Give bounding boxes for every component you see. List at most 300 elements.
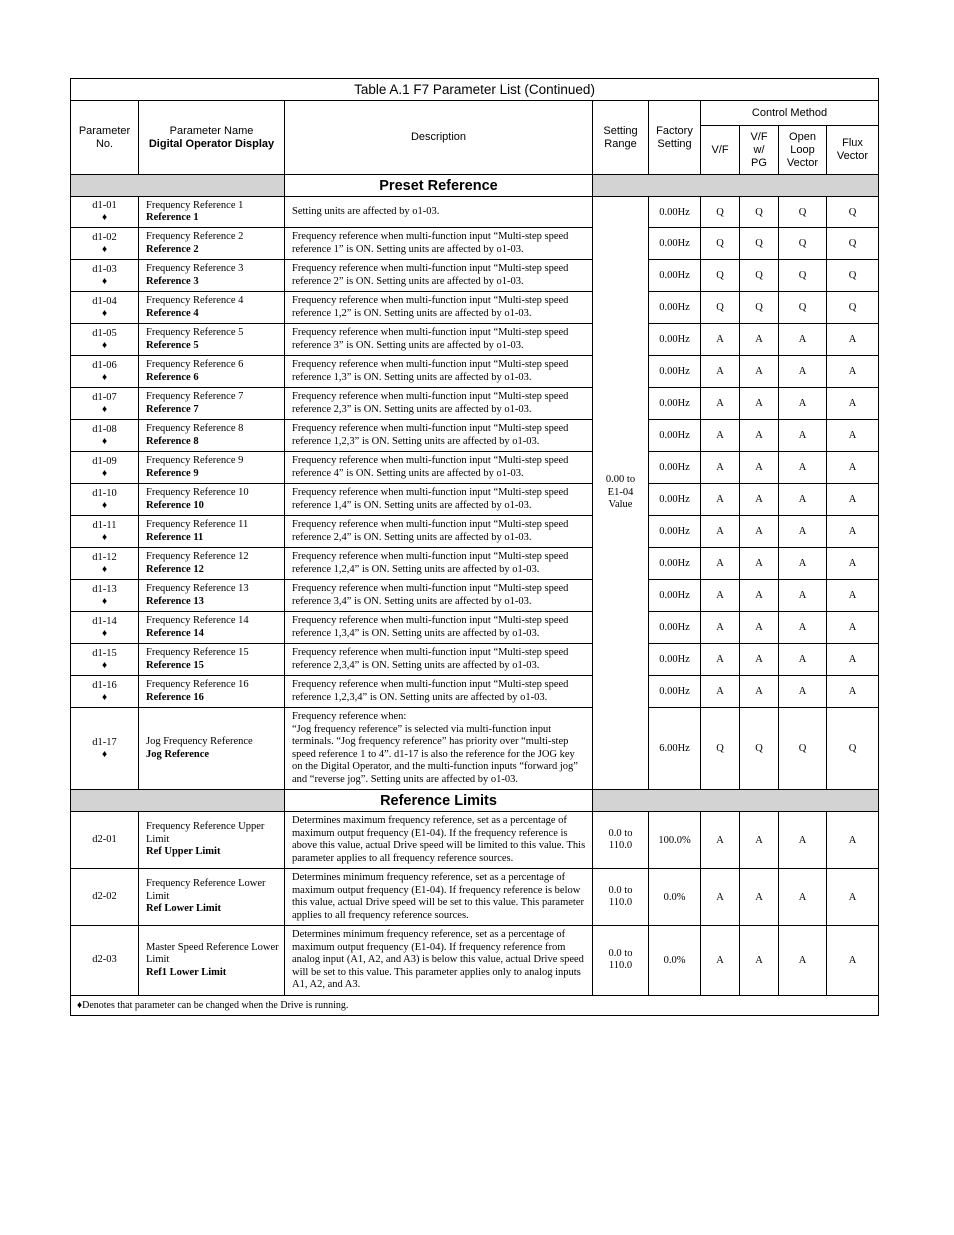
parameter-no (71, 812, 139, 869)
parameter-table (70, 78, 879, 1016)
control-method-vf: A (701, 548, 740, 580)
control-method-open-loop-vector: A (779, 324, 827, 356)
header-control-method: Control Method (701, 101, 879, 126)
header-setting-range (593, 101, 649, 175)
control-method-vf: A (701, 869, 740, 926)
operator-display-text: Reference 15 (146, 659, 204, 671)
header-text: Digital Operator Display (148, 137, 275, 150)
parameter-name-text: Jog Frequency Reference (146, 736, 253, 747)
control-method-flux-vector: A (827, 812, 879, 869)
table-row (71, 926, 879, 996)
control-method-open-loop-vector: A (779, 356, 827, 388)
header-text: Factory (656, 124, 693, 137)
table-row (71, 612, 879, 644)
control-method-open-loop-vector: A (779, 612, 827, 644)
factory-setting: 0.00Hz (649, 228, 701, 260)
run-change-diamond: ♦ (101, 659, 108, 671)
control-method-vf: A (701, 926, 740, 996)
parameter-name (139, 612, 285, 644)
factory-setting: 0.00Hz (649, 484, 701, 516)
header-open-loop-vector (779, 126, 827, 175)
control-method-vf: A (701, 644, 740, 676)
factory-setting: 0.00Hz (649, 548, 701, 580)
header-text: Vector (836, 150, 869, 162)
parameter-description: Frequency reference when multi-function input “Multi-step speed reference 3,4” is ON. Setting units are affected by o1-03. (285, 580, 593, 612)
parameter-name (139, 292, 285, 324)
header-text: Loop (790, 143, 815, 156)
run-change-diamond: ♦ (101, 371, 108, 383)
control-method-flux-vector: A (827, 420, 879, 452)
table-row (71, 644, 879, 676)
operator-display-text: Reference 11 (146, 531, 204, 543)
section-fill-left (71, 790, 285, 812)
parameter-name-text: Frequency Reference 2 (146, 231, 244, 242)
parameter-description: Frequency reference when multi-function input “Multi-step speed reference 2,4” is ON. Setting units are affected by o1-03. (285, 516, 593, 548)
parameter-name-text: Frequency Reference Upper Limit (146, 821, 265, 845)
parameter-no-text: d2-02 (92, 891, 117, 902)
parameter-name-text: Frequency Reference Lower Limit (146, 878, 266, 902)
setting-range-line: E1-04 (607, 486, 634, 498)
parameter-description: Frequency reference when multi-function input “Multi-step speed reference 1,3,4” is ON. Setting units are affected by o1-03. (285, 612, 593, 644)
header-description: Description (285, 101, 593, 175)
control-method-vf: A (701, 484, 740, 516)
parameter-name (139, 869, 285, 926)
parameter-description: Frequency reference when multi-function input “Multi-step speed reference 4” is ON. Setting units are affected by o1-03. (285, 452, 593, 484)
control-method-open-loop-vector: A (779, 420, 827, 452)
control-method-open-loop-vector: A (779, 548, 827, 580)
parameter-name-text: Frequency Reference 15 (146, 647, 249, 658)
control-method-vf: Q (701, 292, 740, 324)
control-method-flux-vector: A (827, 452, 879, 484)
control-method-open-loop-vector: A (779, 452, 827, 484)
footnote-row (71, 995, 879, 1015)
setting-range-line: 0.0 to (608, 884, 633, 896)
parameter-no (71, 452, 139, 484)
table-row (71, 324, 879, 356)
section-title: Preset Reference (285, 175, 593, 197)
table-row (71, 869, 879, 926)
control-method-vf: A (701, 812, 740, 869)
control-method-open-loop-vector: A (779, 644, 827, 676)
control-method-flux-vector: A (827, 484, 879, 516)
setting-range-line: Value (608, 499, 633, 511)
section-fill-left (71, 175, 285, 197)
parameter-name-text: Frequency Reference 1 (146, 199, 244, 211)
control-method-vf: Q (701, 708, 740, 790)
control-method-vf: A (701, 324, 740, 356)
control-method-flux-vector: Q (827, 228, 879, 260)
setting-range (593, 197, 649, 790)
parameter-no-text: d1-16 (92, 679, 117, 691)
control-method-flux-vector: A (827, 548, 879, 580)
control-method-vf: A (701, 388, 740, 420)
parameter-name (139, 516, 285, 548)
parameter-name-text: Frequency Reference 10 (146, 487, 249, 498)
control-method-vf-pg: Q (740, 228, 779, 260)
factory-setting: 0.00Hz (649, 644, 701, 676)
parameter-no (71, 228, 139, 260)
control-method-vf: A (701, 612, 740, 644)
run-change-diamond: ♦ (101, 339, 108, 351)
header-text: No. (95, 137, 114, 150)
parameter-no (71, 356, 139, 388)
parameter-description: Determines minimum frequency reference, set as a percentage of maximum output frequency (E1-04). If frequency reference is below this value, actual Drive speed will be set to this value. This parameter applies to all frequency reference sources. (285, 869, 593, 926)
control-method-open-loop-vector: A (779, 812, 827, 869)
parameter-no (71, 869, 139, 926)
factory-setting: 0.00Hz (649, 197, 701, 228)
parameter-no-text: d1-10 (92, 487, 117, 499)
header-text: w/ (753, 143, 765, 156)
parameter-name (139, 260, 285, 292)
parameter-description: Frequency reference when multi-function input “Multi-step speed reference 1,2,3,4” is ON. Setting units are affected by o1-03. (285, 676, 593, 708)
operator-display-text: Ref1 Lower Limit (146, 966, 227, 978)
run-change-diamond: ♦ (101, 243, 108, 255)
operator-display-text: Reference 1 (146, 212, 199, 223)
parameter-description: Frequency reference when multi-function input “Multi-step speed reference 2,3,4” is ON. Setting units are affected by o1-03. (285, 644, 593, 676)
parameter-name-text: Frequency Reference 4 (146, 295, 244, 306)
parameter-no-text: d1-08 (92, 423, 117, 435)
setting-range-line: 110.0 (608, 840, 633, 851)
table-row (71, 708, 879, 790)
parameter-no-text: d2-03 (92, 954, 117, 966)
parameter-no-text: d1-13 (92, 583, 117, 595)
table-row (71, 260, 879, 292)
setting-range-line: 0.00 to (605, 474, 636, 486)
parameter-description: Frequency reference when multi-function input “Multi-step speed reference 1” is ON. Setting units are affected by o1-03. (285, 228, 593, 260)
setting-range (593, 812, 649, 869)
run-change-diamond: ♦ (101, 627, 108, 639)
factory-setting: 0.00Hz (649, 356, 701, 388)
parameter-name (139, 484, 285, 516)
parameter-name-text: Frequency Reference 12 (146, 551, 249, 562)
control-method-vf-pg: A (740, 324, 779, 356)
parameter-name-text: Frequency Reference 16 (146, 679, 249, 690)
parameter-name (139, 708, 285, 790)
control-method-vf-pg: A (740, 420, 779, 452)
operator-display-text: Reference 12 (146, 563, 204, 575)
setting-range-line: 110.0 (608, 897, 633, 908)
factory-setting: 0.00Hz (649, 452, 701, 484)
run-change-diamond: ♦ (101, 531, 108, 543)
section-title: Reference Limits (285, 790, 593, 812)
parameter-no (71, 197, 139, 228)
setting-range-line: 0.0 to (608, 827, 633, 839)
header-text: V/F (750, 130, 768, 143)
control-method-vf: Q (701, 228, 740, 260)
header-text: Vector (786, 156, 819, 169)
control-method-vf-pg: A (740, 548, 779, 580)
control-method-open-loop-vector: A (779, 869, 827, 926)
table-row (71, 452, 879, 484)
control-method-vf-pg: Q (740, 197, 779, 228)
run-change-diamond: ♦ (101, 275, 108, 287)
parameter-no (71, 676, 139, 708)
section-fill-right (593, 790, 879, 812)
control-method-vf: Q (701, 197, 740, 228)
section-fill-right (593, 175, 879, 197)
parameter-description: Determines maximum frequency reference, set as a percentage of maximum output frequency (E1-04). If the frequency reference is above this value, actual Drive speed will be limited to this value. This parameter applies to all frequency reference sources. (285, 812, 593, 869)
setting-range-line: 0.0 to (608, 947, 633, 959)
table-row (71, 420, 879, 452)
factory-setting: 0.00Hz (649, 324, 701, 356)
operator-display-text: Reference 14 (146, 627, 204, 639)
control-method-vf: A (701, 516, 740, 548)
parameter-name-text: Frequency Reference 5 (146, 327, 244, 338)
operator-display-text: Reference 13 (146, 595, 204, 607)
header-vf-pg (740, 126, 779, 175)
parameter-no (71, 324, 139, 356)
control-method-flux-vector: A (827, 676, 879, 708)
control-method-vf-pg: A (740, 812, 779, 869)
parameter-name (139, 452, 285, 484)
parameter-description (285, 708, 593, 790)
parameter-no-text: d1-17 (92, 736, 117, 748)
factory-setting: 0.00Hz (649, 516, 701, 548)
parameter-no (71, 388, 139, 420)
control-method-vf-pg: A (740, 452, 779, 484)
control-method-flux-vector: A (827, 580, 879, 612)
operator-display-text: Ref Lower Limit (146, 903, 222, 915)
table-row (71, 292, 879, 324)
header-text: Setting (657, 137, 692, 150)
parameter-name (139, 197, 285, 228)
run-change-diamond: ♦ (101, 595, 108, 607)
parameter-name (139, 324, 285, 356)
parameter-no (71, 260, 139, 292)
factory-setting: 0.00Hz (649, 612, 701, 644)
parameter-no-text: d1-06 (92, 359, 117, 371)
control-method-vf-pg: A (740, 516, 779, 548)
header-text: Parameter (78, 124, 131, 137)
control-method-flux-vector: Q (827, 292, 879, 324)
control-method-open-loop-vector: A (779, 516, 827, 548)
table-title: Table A.1 F7 Parameter List (Continued) (71, 79, 879, 101)
table-row (71, 197, 879, 228)
operator-display-text: Reference 10 (146, 499, 204, 511)
table-row (71, 516, 879, 548)
parameter-no (71, 612, 139, 644)
operator-display-text: Reference 6 (146, 371, 199, 383)
control-method-vf: A (701, 676, 740, 708)
run-change-diamond: ♦ (101, 748, 108, 760)
run-change-diamond: ♦ (101, 467, 108, 479)
parameter-no (71, 580, 139, 612)
factory-setting: 0.00Hz (649, 420, 701, 452)
control-method-flux-vector: Q (827, 708, 879, 790)
control-method-vf-pg: A (740, 388, 779, 420)
table-row (71, 580, 879, 612)
parameter-no (71, 926, 139, 996)
control-method-open-loop-vector: A (779, 580, 827, 612)
parameter-description: Frequency reference when multi-function input “Multi-step speed reference 2,3” is ON. Setting units are affected by o1-03. (285, 388, 593, 420)
factory-setting: 0.0% (649, 869, 701, 926)
description-line: “Jog frequency reference” is selected via multi-function input terminals. “Jog frequency reference” has priority over “multi-step speed reference 1 to 4”. d1-17 is also the reference for the JOG key on the Digital Operator, and the multi-function inputs “forward jog” and “reverse jog”. Setting units are affected by o1-03. (292, 723, 578, 785)
setting-range-line: 110.0 (608, 960, 633, 972)
parameter-no-text: d1-04 (92, 295, 117, 307)
control-method-vf-pg: A (740, 644, 779, 676)
parameter-no-text: d1-01 (92, 200, 117, 211)
parameter-name (139, 420, 285, 452)
parameter-no (71, 708, 139, 790)
header-text: Setting (603, 124, 638, 137)
control-method-open-loop-vector: A (779, 676, 827, 708)
parameter-no (71, 420, 139, 452)
parameter-no (71, 484, 139, 516)
parameter-name-text: Frequency Reference 13 (146, 583, 249, 594)
parameter-name (139, 356, 285, 388)
parameter-name (139, 644, 285, 676)
control-method-flux-vector: Q (827, 197, 879, 228)
parameter-description: Frequency reference when multi-function input “Multi-step speed reference 3” is ON. Setting units are affected by o1-03. (285, 324, 593, 356)
parameter-description: Determines minimum frequency reference, set as a percentage of maximum output frequency (E1-04). If frequency reference from analog input (A1, A2, and A3) is below this value, actual Drive speed will be set to this value. This parameter applies only to analog inputs A1, A2, and A3. (285, 926, 593, 996)
parameter-no (71, 548, 139, 580)
operator-display-text: Reference 8 (146, 435, 199, 447)
control-method-open-loop-vector: A (779, 388, 827, 420)
operator-display-text: Ref Upper Limit (146, 846, 221, 858)
control-method-vf: Q (701, 260, 740, 292)
control-method-flux-vector: A (827, 388, 879, 420)
parameter-name (139, 548, 285, 580)
control-method-open-loop-vector: A (779, 926, 827, 996)
control-method-vf: A (701, 420, 740, 452)
table-row (71, 548, 879, 580)
control-method-flux-vector: Q (827, 260, 879, 292)
run-change-diamond: ♦ (101, 499, 108, 511)
parameter-no (71, 644, 139, 676)
factory-setting: 100.0% (649, 812, 701, 869)
factory-setting: 0.00Hz (649, 676, 701, 708)
parameter-name (139, 388, 285, 420)
parameter-name (139, 812, 285, 869)
control-method-vf-pg: A (740, 484, 779, 516)
parameter-no-text: d1-09 (92, 455, 117, 467)
section-header-row (71, 790, 879, 812)
parameter-name-text: Frequency Reference 11 (146, 519, 249, 530)
operator-display-text: Reference 9 (146, 467, 199, 479)
parameter-no-text: d1-14 (92, 615, 117, 627)
parameter-name-text: Frequency Reference 3 (146, 263, 244, 274)
header-parameter-no (71, 101, 139, 175)
control-method-open-loop-vector: A (779, 484, 827, 516)
control-method-vf-pg: A (740, 612, 779, 644)
run-change-diamond: ♦ (101, 403, 108, 415)
header-parameter-name (139, 101, 285, 175)
parameter-no-text: d1-07 (92, 391, 117, 403)
parameter-no-text: d1-05 (92, 327, 117, 339)
header-text: Flux (842, 137, 863, 149)
parameter-no-text: d1-12 (92, 551, 117, 563)
control-method-vf-pg: Q (740, 708, 779, 790)
control-method-flux-vector: A (827, 356, 879, 388)
header-text: Range (604, 137, 637, 150)
table-row (71, 228, 879, 260)
factory-setting: 6.00Hz (649, 708, 701, 790)
parameter-name-text: Master Speed Reference Lower Limit (146, 941, 279, 965)
control-method-flux-vector: A (827, 926, 879, 996)
header-vf: V/F (701, 126, 740, 175)
control-method-vf-pg: A (740, 676, 779, 708)
parameter-name-text: Frequency Reference 14 (146, 615, 249, 626)
operator-display-text: Jog Reference (146, 748, 210, 760)
parameter-description: Frequency reference when multi-function input “Multi-step speed reference 1,3” is ON. Setting units are affected by o1-03. (285, 356, 593, 388)
description-line: Frequency reference when: (292, 711, 407, 722)
run-change-diamond: ♦ (101, 563, 108, 575)
header-text: Open (789, 130, 816, 143)
operator-display-text: Reference 16 (146, 691, 204, 703)
parameter-description: Frequency reference when multi-function input “Multi-step speed reference 1,4” is ON. Setting units are affected by o1-03. (285, 484, 593, 516)
factory-setting: 0.00Hz (649, 580, 701, 612)
operator-display-text: Reference 2 (146, 243, 199, 255)
section-header-row (71, 175, 879, 197)
control-method-flux-vector: A (827, 324, 879, 356)
header-text: Parameter Name (169, 124, 254, 137)
control-method-flux-vector: A (827, 644, 879, 676)
control-method-flux-vector: A (827, 869, 879, 926)
parameter-no-text: d1-11 (92, 519, 117, 531)
control-method-vf-pg: A (740, 356, 779, 388)
operator-display-text: Reference 4 (146, 307, 199, 319)
header-text: PG (751, 156, 767, 169)
parameter-name (139, 676, 285, 708)
parameter-no-text: d1-15 (92, 647, 117, 659)
table-row (71, 388, 879, 420)
control-method-vf: A (701, 452, 740, 484)
run-change-diamond: ♦ (101, 691, 108, 703)
parameter-no-text: d2-01 (92, 834, 117, 845)
operator-display-text: Reference 5 (146, 339, 199, 351)
factory-setting: 0.00Hz (649, 388, 701, 420)
header-flux-vector (827, 126, 879, 175)
header-factory-setting (649, 101, 701, 175)
control-method-open-loop-vector: Q (779, 292, 827, 324)
parameter-description: Frequency reference when multi-function input “Multi-step speed reference 1,2,4” is ON. Setting units are affected by o1-03. (285, 548, 593, 580)
control-method-open-loop-vector: Q (779, 708, 827, 790)
parameter-no (71, 292, 139, 324)
control-method-vf-pg: Q (740, 292, 779, 324)
control-method-vf-pg: Q (740, 260, 779, 292)
parameter-name (139, 580, 285, 612)
parameter-description: Setting units are affected by o1-03. (285, 197, 593, 228)
setting-range (593, 869, 649, 926)
parameter-description: Frequency reference when multi-function input “Multi-step speed reference 1,2,3” is ON. Setting units are affected by o1-03. (285, 420, 593, 452)
parameter-name (139, 228, 285, 260)
control-method-flux-vector: A (827, 612, 879, 644)
control-method-vf: A (701, 580, 740, 612)
control-method-open-loop-vector: Q (779, 260, 827, 292)
control-method-open-loop-vector: Q (779, 228, 827, 260)
parameter-no-text: d1-02 (92, 231, 117, 243)
parameter-name-text: Frequency Reference 9 (146, 455, 244, 466)
setting-range (593, 926, 649, 996)
run-change-diamond: ♦ (101, 435, 108, 447)
run-change-diamond: ♦ (101, 212, 108, 223)
parameter-description: Frequency reference when multi-function input “Multi-step speed reference 2” is ON. Setting units are affected by o1-03. (285, 260, 593, 292)
factory-setting: 0.0% (649, 926, 701, 996)
control-method-open-loop-vector: Q (779, 197, 827, 228)
table-row (71, 676, 879, 708)
operator-display-text: Reference 7 (146, 403, 199, 415)
parameter-description: Frequency reference when multi-function input “Multi-step speed reference 1,2” is ON. Setting units are affected by o1-03. (285, 292, 593, 324)
footnote: ♦Denotes that parameter can be changed when the Drive is running. (71, 995, 879, 1015)
run-change-diamond: ♦ (101, 307, 108, 319)
parameter-name-text: Frequency Reference 7 (146, 391, 244, 402)
control-method-vf-pg: A (740, 580, 779, 612)
factory-setting: 0.00Hz (649, 260, 701, 292)
parameter-no (71, 516, 139, 548)
control-method-flux-vector: A (827, 516, 879, 548)
parameter-name-text: Frequency Reference 6 (146, 359, 244, 370)
parameter-no-text: d1-03 (92, 263, 117, 275)
